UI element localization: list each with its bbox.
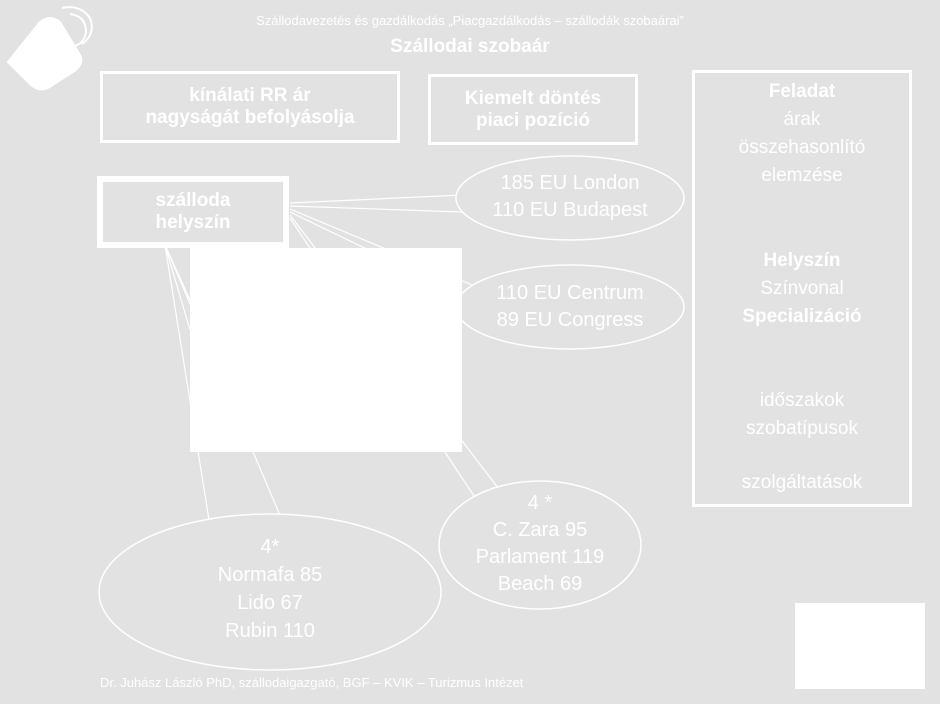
- key-decision-box: [428, 74, 638, 145]
- bubble-line: Lido 67: [237, 592, 303, 614]
- decision-line-2: piaci pozíció: [475, 109, 591, 131]
- connector-line: [165, 245, 190, 300]
- task-line: elemzése: [761, 165, 843, 186]
- bubble-four-star-a: [439, 490, 641, 598]
- bubble-cities: [456, 170, 684, 224]
- task-heading: Feladat: [768, 81, 836, 102]
- corner-image-placeholder: [795, 603, 925, 689]
- task-line: árak: [783, 109, 821, 130]
- task-line: Színvonal: [760, 278, 844, 299]
- bubble-line: Parlament 119: [475, 546, 605, 568]
- location-line-1: szálloda: [155, 190, 231, 211]
- task-line: összehasonlító: [738, 137, 866, 158]
- page-title: Szállodai szobaár: [390, 36, 550, 57]
- connector-line: [290, 195, 462, 203]
- bubble-line: 4*: [260, 536, 280, 558]
- bubble-line: 89 EU Congress: [496, 309, 644, 331]
- bubble-line: 185 EU London: [500, 172, 640, 194]
- bubble-line: 110 EU Budapest: [492, 199, 648, 221]
- task-bold-line: Helyszín: [763, 250, 841, 271]
- supply-line-2: nagyságát befolyásolja: [145, 107, 355, 128]
- page-subtitle: Szállodavezetés és gazdálkodás „Piacgazdálkodás – szállodák szobaárai”: [256, 13, 684, 28]
- bubble-line: 4 *: [527, 492, 553, 514]
- bubble-line: C. Zara 95: [492, 519, 588, 541]
- supply-price-box: [100, 71, 400, 143]
- task-line: időszakok: [759, 390, 845, 411]
- bubble-line: 110 EU Centrum: [496, 282, 644, 304]
- task-line: szolgáltatások: [741, 472, 863, 493]
- task-line: szobatípusok: [746, 418, 858, 439]
- image-placeholder: [190, 248, 462, 452]
- connector-line: [165, 245, 190, 330]
- bubble-line: Beach 69: [497, 573, 583, 595]
- bubble-four-star-b: [99, 533, 441, 645]
- decision-line-1: Kiemelt döntés: [464, 87, 602, 109]
- connector-line: [290, 206, 462, 212]
- supply-line-1: kínálati RR ár: [189, 85, 311, 106]
- task-panel: [692, 70, 912, 507]
- footer-credit: Dr. Juhász László PhD, szállodaigazgató, BGF – KVIK – Turizmus Intézet: [100, 675, 524, 690]
- task-bold-line: Specializáció: [742, 306, 862, 327]
- location-line-2: helyszín: [155, 212, 231, 233]
- bubble-line: Rubin 110: [225, 620, 315, 642]
- bubble-districts: [456, 280, 684, 334]
- bubble-line: Normafa 85: [217, 564, 323, 586]
- hotel-location-box: [97, 176, 289, 248]
- logo-bag-icon: [8, 7, 92, 89]
